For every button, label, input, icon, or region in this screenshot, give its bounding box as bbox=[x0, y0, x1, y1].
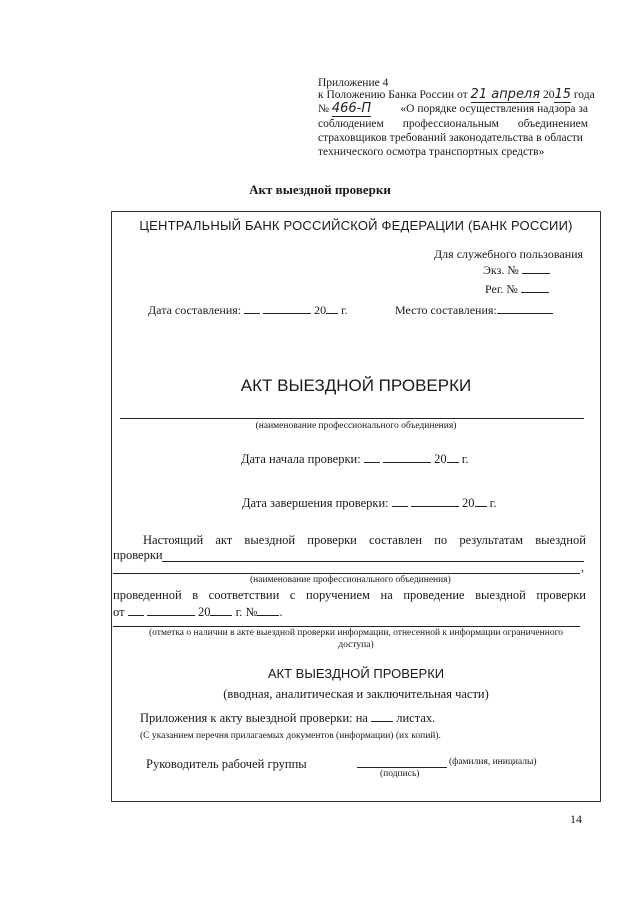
restricted-info-caption-2: доступа) bbox=[338, 640, 374, 650]
org-name-caption: (наименование профессионального объединения) bbox=[255, 421, 457, 431]
official-use-label: Для служебного пользования bbox=[434, 247, 584, 261]
reg-number-label: Рег. № bbox=[485, 282, 518, 296]
start-date-label: Дата начала проверки: bbox=[241, 452, 361, 466]
end-year-line[interactable] bbox=[475, 494, 487, 507]
end-date-label: Дата завершения проверки: bbox=[242, 496, 389, 510]
compilation-place-line[interactable] bbox=[497, 301, 553, 314]
restricted-info-line[interactable] bbox=[113, 626, 580, 627]
org-name-line[interactable] bbox=[120, 418, 584, 419]
bank-name: ЦЕНТРАЛЬНЫЙ БАНК РОССИЙСКОЙ ФЕДЕРАЦИИ (БАНК РОССИИ) bbox=[139, 218, 573, 233]
start-day-line[interactable] bbox=[364, 450, 380, 463]
signature-line[interactable] bbox=[357, 767, 447, 768]
order-number-label: г. № bbox=[235, 605, 258, 619]
number-sign: № bbox=[318, 103, 329, 115]
paragraph-2-line-1 bbox=[113, 588, 586, 603]
team-leader-label: Руководитель рабочей группы bbox=[146, 757, 307, 771]
compilation-date-label: Дата составления: bbox=[148, 303, 242, 317]
order-date-field: от 20 г. № . bbox=[113, 605, 283, 619]
compilation-place-label: Место составления: bbox=[395, 303, 497, 317]
year-suffix: г. bbox=[341, 303, 348, 317]
para1-word: проверки bbox=[307, 533, 357, 547]
end-day-line[interactable] bbox=[392, 494, 408, 507]
appendix-year-prefix: 20 bbox=[542, 89, 555, 101]
attachments-field bbox=[140, 709, 435, 726]
page-number: 14 bbox=[570, 812, 582, 826]
para1-word: Настоящий bbox=[143, 533, 204, 547]
appendix-line3-text: «О порядке осуществления надзора за bbox=[400, 103, 588, 115]
para2-word: поручением bbox=[306, 588, 370, 602]
copy-number-field bbox=[483, 261, 550, 278]
order-month-line[interactable] bbox=[147, 603, 195, 616]
end-year-prefix: 20 bbox=[462, 496, 475, 510]
year-prefix: 20 bbox=[314, 303, 327, 317]
start-year-prefix: 20 bbox=[434, 452, 447, 466]
para2-word: проведенной bbox=[113, 588, 182, 602]
order-year-prefix: 20 bbox=[197, 605, 211, 619]
appendix-number: Приложение 4 bbox=[318, 77, 389, 89]
act-title: АКТ ВЫЕЗДНОЙ ПРОВЕРКИ bbox=[240, 376, 472, 395]
appendix-line3 bbox=[318, 102, 588, 117]
para1-word: составлен bbox=[369, 533, 423, 547]
end-month-line[interactable] bbox=[411, 494, 459, 507]
start-month-line[interactable] bbox=[383, 450, 431, 463]
appendix-regulation-number bbox=[318, 102, 371, 117]
paragraph-1-line-1 bbox=[143, 533, 586, 548]
order-year-line[interactable] bbox=[210, 603, 232, 616]
para2-word: в bbox=[192, 588, 199, 602]
handwritten-date: 21 апреля bbox=[470, 87, 541, 102]
comma: , bbox=[581, 560, 584, 574]
para2-word: на bbox=[380, 588, 393, 602]
from-label: от bbox=[113, 605, 125, 619]
date-day-line[interactable] bbox=[244, 301, 260, 314]
inspection-org-line-2[interactable] bbox=[113, 573, 580, 574]
copy-number-label: Экз. № bbox=[483, 263, 519, 277]
inspection-org-line-1[interactable] bbox=[162, 561, 584, 562]
reg-number-field bbox=[485, 280, 549, 297]
attachments-note: (С указанием перечня прилагаемых документов (информации) (их копий). bbox=[140, 731, 441, 741]
signature-caption: (подпись) bbox=[380, 769, 420, 779]
end-date-field bbox=[242, 494, 496, 511]
para2-word: выездной bbox=[475, 588, 526, 602]
para1-word: результатам bbox=[459, 533, 524, 547]
copy-number-line[interactable] bbox=[522, 261, 550, 274]
reg-number-line[interactable] bbox=[521, 280, 549, 293]
document-title: Акт выездной проверки bbox=[249, 182, 391, 197]
para2-word: соответствии bbox=[208, 588, 280, 602]
appendix-year-word: года bbox=[573, 89, 595, 101]
act-title-2: АКТ ВЫЕЗДНОЙ ПРОВЕРКИ bbox=[267, 666, 445, 681]
compilation-place-field bbox=[395, 301, 553, 318]
attachments-label: Приложения к акту выездной проверки: на bbox=[140, 711, 368, 725]
org-name-caption-2: (наименование профессионального объединения) bbox=[250, 575, 451, 585]
restricted-info-caption-1: (отметка о наличии в акте выездной проверки информации, отнесенной к информации ограниченного bbox=[149, 628, 563, 638]
handwritten-number: 466-П bbox=[331, 101, 372, 116]
handwritten-year: 15 bbox=[554, 87, 571, 102]
act-parts: (вводная, аналитическая и заключительная части) bbox=[223, 687, 489, 701]
para1-word: выездной bbox=[535, 533, 586, 547]
start-date-field bbox=[241, 450, 469, 467]
compilation-date-field bbox=[148, 301, 348, 318]
name-initials-caption: (фамилия, инициалы) bbox=[449, 757, 537, 767]
start-year-suffix: г. bbox=[461, 452, 469, 466]
start-year-line[interactable] bbox=[447, 450, 459, 463]
appendix-line5: страховщиков требований законодательства в области bbox=[318, 132, 583, 144]
date-year-line[interactable] bbox=[326, 301, 338, 314]
attachments-sheets: листах. bbox=[396, 711, 436, 725]
order-number-line[interactable] bbox=[257, 603, 279, 616]
date-month-line[interactable] bbox=[263, 301, 311, 314]
para2-word: с bbox=[289, 588, 296, 602]
para2-word: проверки bbox=[536, 588, 586, 602]
appendix-line4: соблюдением профессиональным объединением bbox=[318, 118, 588, 130]
para1-word: выездной bbox=[244, 533, 296, 547]
para1-word: акт bbox=[215, 533, 233, 547]
para2-word: проведение bbox=[403, 588, 465, 602]
end-year-suffix: г. bbox=[489, 496, 497, 510]
order-day-line[interactable] bbox=[128, 603, 144, 616]
appendix-reference-text: к Положению Банка России от bbox=[318, 89, 468, 101]
paragraph-1-line-2: проверки bbox=[113, 548, 163, 562]
attachments-count-line[interactable] bbox=[371, 709, 393, 722]
para1-word: по bbox=[434, 533, 448, 547]
appendix-line6: технического осмотра транспортных средств» bbox=[318, 146, 545, 158]
